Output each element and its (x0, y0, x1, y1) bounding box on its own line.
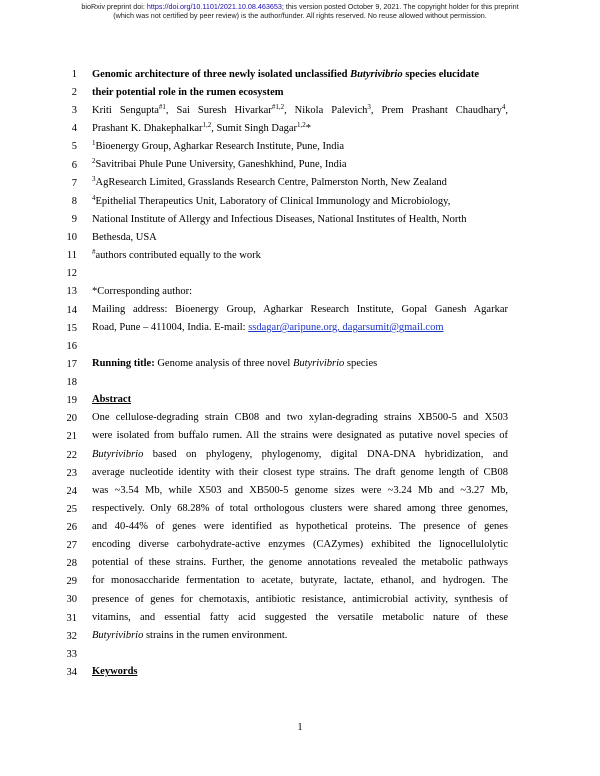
email-link[interactable]: ssdagar@aripune.org, dagarsumit@gmail.com (248, 322, 444, 333)
abstract-line: Butyrivibrio based on phylogeny, phylogenomy, digital DNA-DNA hybridization, and (92, 449, 508, 460)
line-number: 20 (66, 413, 77, 424)
affiliation-4-line-2: National Institute of Allergy and Infectious Diseases, National Institutes of Health, North (92, 214, 467, 225)
affiliation-4: $^4$Epithelial Therapeutics Unit, Laboratory of Clinical Immunology and Microbiology, (92, 194, 451, 207)
line-number: 6 (71, 160, 77, 171)
abstract-line: average nucleotide identity with their closest type strains. The draft genome length of CB08 (92, 467, 508, 478)
abstract-line: potential of these strains. Further, the genome annotations revealed the metabolic pathways (92, 557, 508, 568)
abstract-line: vitamins, and essential fatty acid suggested the versatile metabolic nature of these (92, 612, 508, 623)
line-number: 1 (71, 69, 77, 80)
equal-contribution-note: #authors contributed equally to the work (92, 248, 261, 261)
affiliation-2: $^2$Savitribai Phule Pune University, Ganeshkhind, Pune, India (92, 157, 347, 170)
line-number: 2 (71, 87, 77, 98)
author-list-line-1: Kriti Sengupta$^{\#1}$, Sai Suresh Hivarkar$^{\#1,2}$, Nikola Palevich$^3$, Prem Prashant Chaudhary$^4$, (92, 103, 508, 116)
line-number: 3 (71, 105, 77, 116)
affiliation-1: $^1$Bioenergy Group, Agharkar Research Institute, Pune, India (92, 139, 345, 152)
paper-title-line-1: Genomic architecture of three newly isolated unclassified Butyrivibrio species elucidate (92, 69, 480, 80)
line-number: 27 (66, 540, 77, 551)
header-line-1: bioRxiv preprint doi: https://doi.org/10.1101/2021.10.08.463653; this version posted October 9, 2021. The copyright holder for this preprint (81, 2, 519, 11)
line-number: 9 (71, 214, 77, 225)
line-number: 16 (66, 341, 77, 352)
abstract-line: presence of genes for chemotaxis, antibiotic resistance, antimicrobial activity, synthesis of (92, 594, 508, 605)
abstract-line: One cellulose-degrading strain CB08 and two xylan-degrading strains XB500-5 and X503 (92, 412, 508, 423)
line-number: 25 (66, 504, 77, 515)
line-number: 22 (66, 450, 77, 461)
line-number: 13 (66, 286, 77, 297)
line-number: 31 (66, 613, 77, 624)
preprint-header (0, 3, 600, 20)
abstract-line: and 40-44% of genes were identified as hypothetical proteins. The presence of genes (92, 521, 508, 532)
abstract-line: was ~3.54 Mb, while X503 and XB500-5 genome sizes were ~3.24 Mb and ~3.27 Mb, (92, 485, 508, 496)
line-number: 4 (71, 123, 77, 134)
affiliation-3: $^3$AgResearch Limited, Grasslands Research Centre, Palmerston North, New Zealand (92, 175, 447, 188)
line-number: 19 (66, 395, 77, 406)
mailing-address: Mailing address: Bioenergy Group, Agharkar Research Institute, Gopal Ganesh Agarkar (92, 304, 508, 315)
line-number: 29 (66, 576, 77, 587)
line-number: 21 (66, 431, 77, 442)
abstract-line: for monosaccharide fermentation to acetate, butyrate, lactate, ethanol, and hydrogen. The (92, 575, 508, 586)
abstract-line: encoding diverse carbohydrate-active enzymes (CAZymes) exhibited the lignocellulolytic (92, 539, 508, 550)
abstract-line: respectively. Only 68.28% of total orthologous clusters were shared among three genomes, (92, 503, 508, 514)
line-number: 11 (66, 250, 77, 261)
line-number: 17 (66, 359, 77, 370)
line-number: 26 (66, 522, 77, 533)
paper-title-line-2: their potential role in the rumen ecosystem (92, 87, 284, 98)
line-number: 23 (66, 468, 77, 479)
line-number: 12 (66, 268, 77, 279)
line-number: 33 (66, 649, 77, 660)
line-number: 7 (71, 178, 77, 189)
line-number: 30 (66, 594, 77, 605)
mailing-address-line-2: Road, Pune – 411004, India. E-mail: ssdagar@aripune.org, dagarsumit@gmail.com (92, 322, 444, 333)
line-number: 32 (66, 631, 77, 642)
running-title: Running title: Genome analysis of three novel Butyrivibrio species (92, 358, 378, 369)
abstract-line: Butyrivibrio strains in the rumen environment. (92, 630, 288, 641)
line-number: 24 (66, 486, 77, 497)
line-number: 34 (66, 667, 77, 678)
line-number: 8 (71, 196, 77, 207)
abstract-heading: Abstract (92, 394, 132, 405)
line-number: 10 (66, 232, 77, 243)
header-line-2: (which was not certified by peer review) is the author/funder. All rights reserved. No reuse allowed without permission. (113, 10, 487, 20)
keywords-heading: Keywords (92, 666, 138, 677)
corresponding-author-label: *Corresponding author: (92, 286, 193, 297)
abstract-line: were isolated from buffalo rumen. All the strains were designated as putative novel species of (92, 430, 508, 441)
line-number: 18 (66, 377, 77, 388)
doi-link[interactable]: https://doi.org/10.1101/2021.10.08.463653 (146, 2, 282, 11)
line-number: 28 (66, 558, 77, 569)
line-number: 14 (66, 305, 77, 316)
line-number: 15 (66, 323, 77, 334)
line-number: 5 (71, 141, 77, 152)
affiliation-4-line-3: Bethesda, USA (92, 232, 157, 243)
page-number: 1 (297, 722, 303, 733)
author-list-line-2: Prashant K. Dhakephalkar$^{1,2}$, Sumit Singh Dagar$^{1,2}$* (92, 121, 312, 134)
